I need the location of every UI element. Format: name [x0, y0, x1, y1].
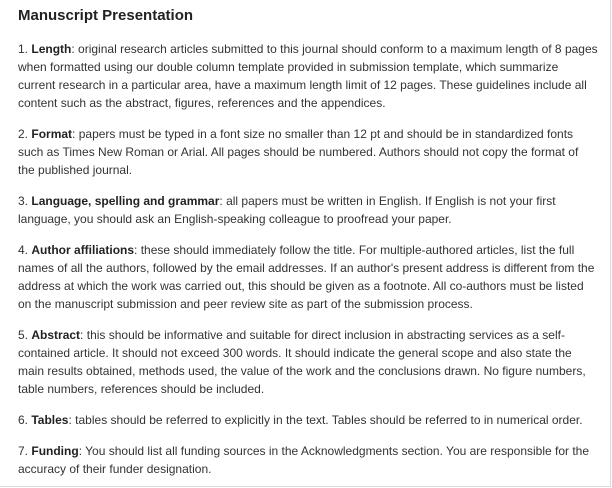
item-text: papers must be typed in a font size no smaller than 12 pt and should be in standardized fonts such as Times New Roman or Arial. All pages should be numbered. Authors should not copy the format of the published journal. — [18, 127, 579, 177]
item-separator: : — [80, 328, 84, 342]
item-heading: Author affiliations — [31, 243, 135, 257]
item-text: tables should be referred to explicitly in the text. Tables should be referred to in numerical order. — [75, 413, 583, 427]
item-number: 6. — [18, 413, 29, 427]
item-separator: : — [219, 194, 223, 208]
item-heading: Format — [31, 127, 73, 141]
item-text: all papers must be written in English. If English is not your first language, you should ask an English-speaking colleague to proofread your paper. — [18, 194, 556, 226]
guideline-item-length — [18, 40, 598, 112]
item-separator: : — [71, 42, 75, 56]
item-heading: Funding — [31, 444, 79, 458]
item-number: 5. — [18, 328, 29, 342]
item-heading: Abstract — [31, 328, 81, 342]
page-title: Manuscript Presentation — [18, 7, 194, 24]
item-separator: : — [134, 243, 138, 257]
item-text: this should be informative and suitable for direct inclusion in abstracting services as a self-contained article. It should not exceed 300 words. It should indicate the general scope and also state the main results obtained, methods used, the value of the work and the conclusions drawn. No figure numbers, table numbers, references should be included. — [18, 328, 586, 396]
item-separator: : — [68, 413, 72, 427]
guideline-item-tables — [18, 411, 598, 429]
item-number: 1. — [18, 42, 29, 56]
guideline-item-author-affiliations — [18, 241, 598, 313]
item-number: 4. — [18, 243, 29, 257]
item-text: these should immediately follow the title. For multiple-authored articles, list the full names of all the authors, followed by the email addresses. If an author's present address is different from the address at which the work was carried out, this should be given as a footnote. All co-authors must be listed on the manuscript submission and peer review site as part of the submission process. — [18, 243, 595, 311]
item-text: You should list all funding sources in the Acknowledgments section. You are responsible for the accuracy of their funder designation. — [18, 444, 590, 476]
item-number: 2. — [18, 127, 29, 141]
guideline-item-format — [18, 125, 598, 179]
guideline-item-funding — [18, 442, 598, 478]
item-heading: Tables — [31, 413, 69, 427]
item-separator: : — [78, 444, 83, 458]
guideline-item-language — [18, 192, 598, 228]
item-number: 7. — [18, 444, 29, 458]
item-number: 3. — [18, 194, 29, 208]
item-separator: : — [72, 127, 76, 141]
item-heading: Language, spelling and grammar — [31, 194, 220, 208]
item-text: original research articles submitted to this journal should conform to a maximum length of 8 pages when formatted using our double column template provided in submission template, which summarize current research in a particular area, have a maximum length limit of 12 pages. These guidelines include all content such as the abstract, figures, references and the appendices. — [18, 42, 598, 110]
item-heading: Length — [31, 42, 72, 56]
guideline-item-abstract — [18, 326, 598, 398]
